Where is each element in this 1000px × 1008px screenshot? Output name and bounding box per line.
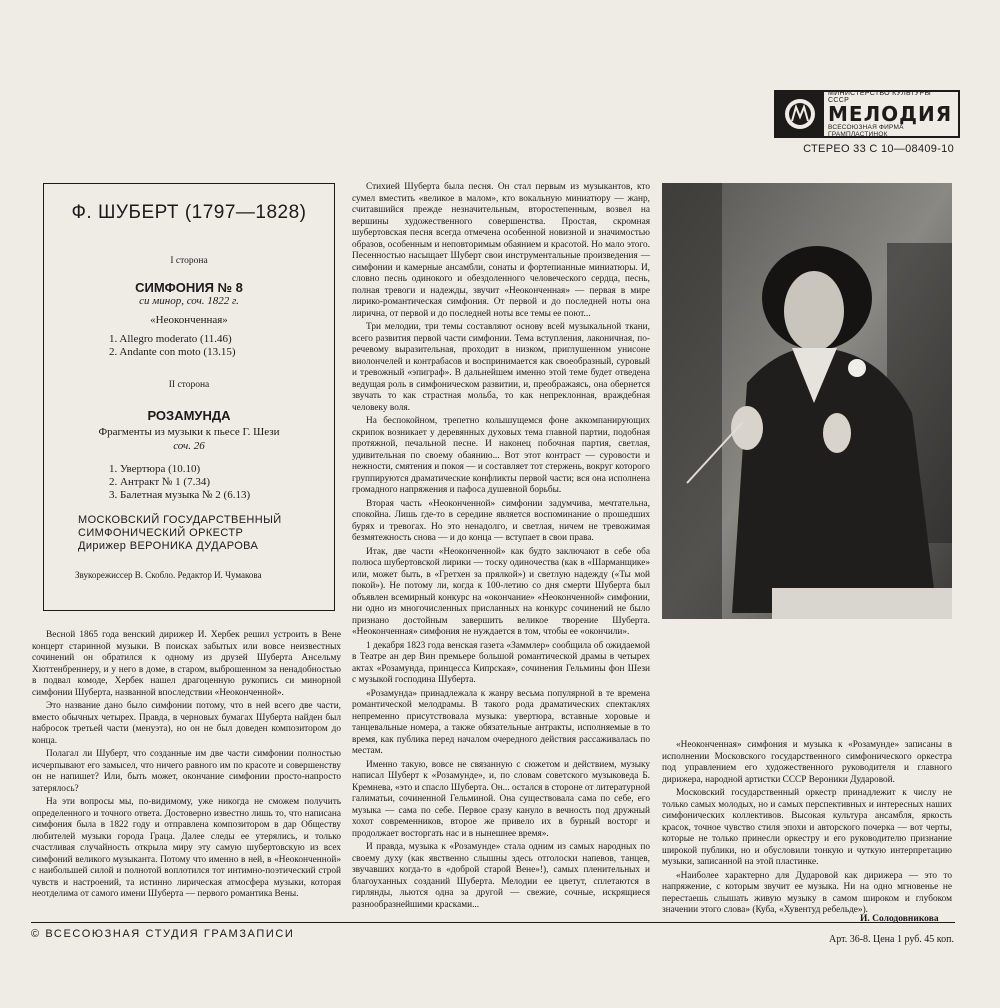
composer-heading: Ф. ШУБЕРТ (1797—1828) (71, 202, 307, 223)
notes-paragraph: Весной 1865 года венский дирижер И. Хербек решил устроить в Вене концерт старинной музыки. В поисках забытых или вовсе неизвестных сочинений он обратился к одному из друзей Шуберта Ансельму Хюттенбреннеру, и у него в доме, в старом, выброшенном за ненадобностью в подвал комоде, Хербек нашел драгоценную рукопись си минорной симфонии Шуберта, названной впоследствии «Неоконченной». (32, 630, 341, 698)
notes-paragraph: И правда, музыка к «Розамунде» стала одним из самых народных по своему духу (как явственно слышны здесь отголоски напевов, танцев, звучавших когда-то в «доброй старой Вене»!), самых пленительных и благоуханных созданий Шуберта. Мелодии ее цветут, сплетаются в гирлянды, льются одна за другой — свежие, сочные, искрящиеся разнообразнейшими красками... (352, 842, 650, 910)
notes-left-column (32, 630, 341, 903)
side1-nickname: «Неоконченная» (150, 314, 228, 326)
notes-middle-column (352, 182, 650, 913)
notes-paragraph: На эти вопросы мы, по-видимому, уже никогда не сможем получить определенного и точного ответа. Достоверно известно лишь то, что написана симфония была в 1822 году и отправлена композитором в дар Обществу любителей музыки города Граца. Далее следы ее утерялись, и только счастливая случайность открыла миру эту самую шубертовскую из всех симфоний великого музыканта. Потому что именно в ней, в «Неоконченной» с наибольшей силой и полнотой воплотился тот интимно-поэтический строй чувств и настроений, та истинно лирическая атмосфера музыки, которая неотделима от самого имени Шуберта — первого романтика Вены. (32, 797, 341, 899)
notes-paragraph: Московский государственный оркестр принадлежит к числу не только самых молодых, но и самых перспективных и интересных наших симфонических коллективов. Высокая культура ансамбля, яркость красок, точное чувство стиля эпохи и авторского почерка — вот черты, которые не только принесли оркестру и его руководителю признание широкой публики, но и обусловили тонкую и чуткую интерпретацию музыки, записанной на этой пластинке. (662, 788, 952, 867)
notes-paragraph: Стихией Шуберта была песня. Он стал первым из музыкантов, кто сумел вместить «великое в малом», кто вокальную миниатюру — жанр, считавшийся прежде незначительным, второстепенным, возвел на вершины художественного совершенства. Простая, скромная шубертовская песня всегда отмечена особенной новизной и значимостью образов, особенным и неповторимым обаянием и красотой. Но мало этого. Песенностью насыщает Шуберт свои инструментальные произведения — симфонии и камерные ансамбли, сонаты и фортепианные миниатюры. И, словно песнь одинокого и обездоленного человеческого сердца, песнь, полная тревоги и надежды, звучит «Неоконченная» — первая в мире лирико-романтическая симфония. От первой и до последней ноты она лирична, от первой и до последней ноты все темы ее поют... (352, 182, 650, 319)
notes-paragraph: Вторая часть «Неоконченной» симфонии задумчива, мечтательна, спокойна. Лишь где-то в середине является воспоминание о прошедших бурях и тревогах. Но это ненадолго, и светлая, ничем не тревожимая безмятежность снова — и до конца — вступает в свои права. (352, 498, 650, 543)
side2-label: II сторона (168, 380, 210, 390)
side2-movement: 1. Увертюра (10.10) (109, 463, 201, 475)
notes-paragraph: На беспокойном, трепетно колышущемся фоне аккомпанирующих скрипок возникает у деревянных духовых тема главной партии, подобная протяжной, печальной песне. И наконец побочная партия, светлая, удивительная по своему обаянию... Вот этот контраст — суровости и нежности, смятения и покоя — и составляет тот стержень, вокруг которого группируются драматические конфликты первой части; вся она исполнена громадного напряжения и пафоса душевной борьбы. (352, 416, 650, 495)
notes-right-column (662, 740, 952, 919)
side2-movement: 3. Балетная музыка № 2 (6.13) (109, 489, 251, 501)
notes-paragraph: Полагал ли Шуберт, что созданные им две части симфонии полностью исчерпывают его замысел, что ничего равного им по красоте и совершенству он не напишет? Или, быть может, окончание симфонии просто-напросто затерялось? (32, 749, 341, 794)
side1-title: СИМФОНИЯ № 8 (135, 280, 243, 295)
side2-movement: 2. Антракт № 1 (7.34) (109, 476, 210, 488)
notes-paragraph: Три мелодии, три темы составляют основу всей музыкальной ткани, всего развития первой части симфонии. Тема вступления, лаконичная, по-речевому выразительная, проходит в низком, приглушенном унисоне виолончелей и контрабасов и воспринимается как своеобразный, суровый и тревожный «эпиграф». В дальнейшем именно этой теме будет отведена ведущая роль в симфоническом развитии, и, преображаясь, она обернется звучать то как страстная мольба, то как непреклонная, враждебная человеку воля. (352, 322, 650, 413)
side2-title: РОЗАМУНДА (147, 408, 231, 423)
side2-opus: соч. 26 (173, 440, 205, 452)
side1-key: си минор, соч. 1822 г. (139, 295, 239, 307)
side1-label: I сторона (170, 256, 208, 266)
catalog-number: СТЕРЕО 33 С 10—08409-10 (803, 143, 954, 155)
logo-firm: ВСЕСОЮЗНАЯ ФИРМА ГРАМПЛАСТИНОК (828, 124, 904, 138)
logo-ministry: МИНИСТЕРСТВО КУЛЬТУРЫ СССР (828, 90, 931, 104)
logo-brand: МЕЛОДИЯ (828, 102, 953, 126)
notes-paragraph: «Неоконченная» симфония и музыка к «Розамунде» записаны в исполнении Московского государственного симфонического оркестра под управлением его художественного руководителя и главного дирижера, народной артистки СССР Вероники Дударовой. (662, 740, 952, 785)
conductor-photo (662, 183, 952, 619)
production-credits: Звукорежиссер В. Скобло. Редактор И. Чумакова (75, 570, 262, 580)
notes-paragraph: 1 декабря 1823 года венская газета «Заммлер» сообщила об ожидаемой в Театре ан дер Вин премьере большой романтической драмы в четырех актах «Розамунда, принцесса Кипрская», сочинения Гельмины фон Шези с музыкой господина Шуберта. (352, 640, 650, 685)
side1-movement: 2. Andante con moto (13.15) (109, 346, 236, 358)
notes-paragraph: Это название дано было симфонии потому, что в ней всего две части, вместо обычных четырех. Правда, в черновых бумагах Шуберта найден был набросок третьей части (менуэта), но он не был доведен композитором до конца. (32, 701, 341, 746)
melodiya-emblem-icon (776, 92, 824, 136)
program-box (43, 183, 335, 611)
side1-movement: 1. Allegro moderato (11.46) (109, 333, 232, 345)
notes-paragraph: «Розамунда» принадлежала к жанру весьма популярной в те времена романтической мелодрамы. В такого рода драматических спектаклях непременно присутствовала музыка: увертюра, вставные хоровые и танцевальные номера, а также обязательные антракты, исполняемые в то время, как публика перед началом очередного действия рассаживалась по местам. (352, 688, 650, 756)
notes-paragraph: Именно такую, вовсе не связанную с сюжетом и действием, музыку написал Шуберт к «Розамунде», и, по словам советского музыковеда Б. Кремнева, «это и спасло Шуберта. Он... остался в стороне от литературной галиматьи, сочиненной Гельминой. Она существовала сама по себе, его музыка — сама по себе. Первое сразу канулo в вечность под дружный хохот современников, второе же привело их в бурный восторг и продолжает восторгать нас и в нынешнее время». (352, 759, 650, 839)
side2-subtitle: Фрагменты из музыки к пьесе Г. Шези (98, 426, 280, 438)
studio-name: © ВСЕСОЮЗНАЯ СТУДИЯ ГРАМЗАПИСИ (31, 928, 295, 940)
notes-paragraph: Итак, две части «Неоконченной» как будто заключают в себе оба полюса шубертовской лирики — тоску одиночества (как в «Шарманщике» или, может быть, в «Гретхен за прялкой») и светлую надежду («Ты мой покой»). Не потому ли, когда к 100-летию со дня смерти Шуберта был объявлен всемирный конкурс на «окончание» «Неоконченной» симфонии, ни одно из многочисленных присланных на конкурс сочинений не было признано достойным завершить великое творение Шуберта. «Неоконченная» симфония не нуждается в том, чтобы ее «окончили». (352, 546, 650, 637)
conductor-line: Дирижер ВЕРОНИКА ДУДАРОВА (78, 540, 259, 552)
ensemble-line: МОСКОВСКИЙ ГОСУДАРСТВЕННЫЙ (78, 514, 282, 526)
author-signature: И. Солодовникова (860, 914, 939, 924)
melodiya-logo (774, 90, 960, 138)
price-line: Арт. 36-8. Цена 1 руб. 45 коп. (828, 934, 954, 945)
ensemble-line: СИМФОНИЧЕСКИЙ ОРКЕСТР (78, 527, 244, 539)
footer-divider (31, 922, 955, 923)
notes-paragraph: «Наиболее характерно для Дударовой как дирижера — это то напряжение, с которым звучит ее музыка. Ни на одно мгновенье не перестаешь слышать живую музыку в самом широком и глубоком значении этого слова» (Куба, «Хувентуд ребельде»). (662, 870, 952, 915)
